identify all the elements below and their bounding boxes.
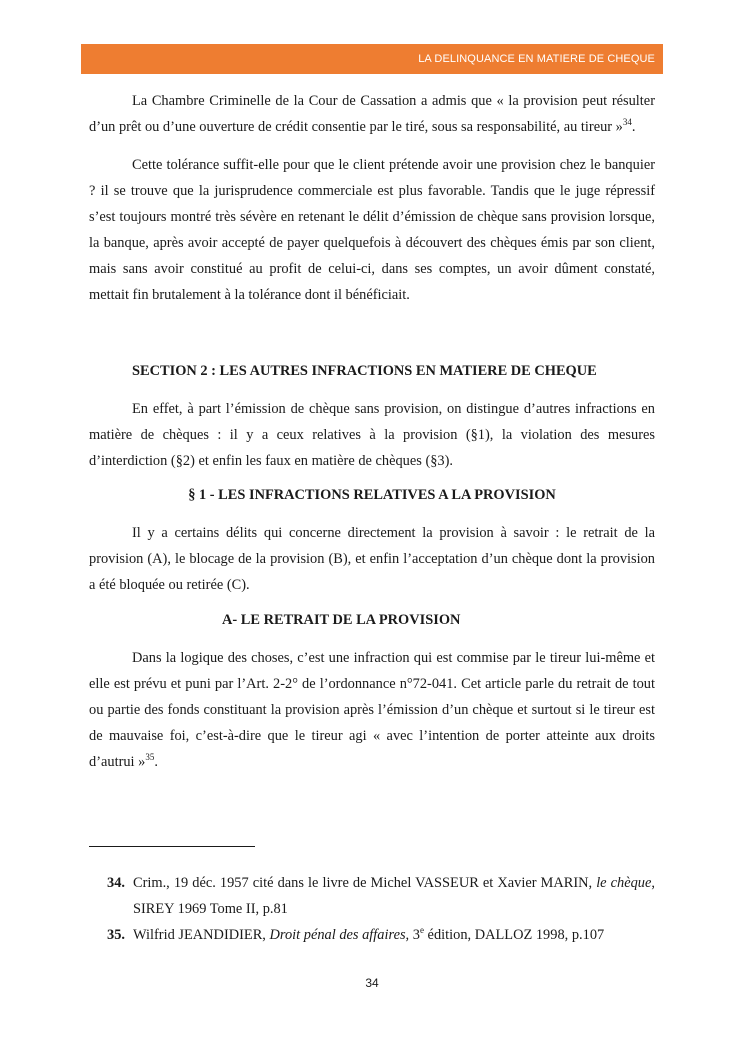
page-number: 34: [365, 976, 379, 990]
footnote-34-source: Crim., 19 déc. 1957 cité dans le livre de Michel VASSEUR et Xavier MARIN,: [133, 875, 597, 891]
footnote-number: 34.: [107, 875, 125, 891]
paragraph-5: [89, 645, 655, 775]
footnote-35: [107, 922, 655, 948]
footnotes: [107, 870, 655, 948]
paragraph-5-end: .: [154, 754, 158, 770]
paragraph-5-text: Dans la logique des choses, c’est une infraction qui est commise par le tireur lui-même et elle est prévu et puni par l’Art. 2-2° de l’ordonnance n°72-041. Cet article parle du retrait de tout ou partie des fonds constituant la provision après l’émission d’un chèque et surtout si le tireur est de mauvaise foi, c’est-à-dire que le tireur agi « avec l’intention de porter atteinte aux droits d’autrui »: [89, 650, 655, 770]
subsection-1-title: § 1 - LES INFRACTIONS RELATIVES A LA PROVISION: [188, 487, 556, 503]
footnote-number: 35.: [107, 927, 125, 943]
paragraph-1-text: La Chambre Criminelle de la Cour de Cassation a admis que « la provision peut résulter d’un prêt ou d’une ouverture de crédit consentie par le tiré, sous sa responsabilité, au tireur »: [89, 93, 655, 135]
footnote-35-publisher: édition, DALLOZ 1998, p.107: [423, 927, 605, 943]
footnote-34: [107, 870, 655, 922]
running-header: [81, 44, 663, 74]
subsection-a-title: A- LE RETRAIT DE LA PROVISION: [222, 612, 461, 628]
footnote-ref-34[interactable]: 34: [622, 117, 632, 127]
footnote-35-author: Wilfrid JEANDIDIER,: [133, 927, 270, 943]
footnote-separator: [89, 846, 255, 847]
footnote-35-edition: 3: [409, 927, 420, 943]
header-title: LA DELINQUANCE EN MATIERE DE CHEQUE: [418, 53, 655, 65]
footnote-ref-35[interactable]: 35: [145, 752, 155, 762]
paragraph-4: Il y a certains délits qui concerne directement la provision à savoir : le retrait de la provision (A), le blocage de la provision (B), et enfin l’acceptation d’un chèque dont la provision a été bloquée ou retirée (C).: [89, 525, 655, 593]
footnote-text: [133, 922, 655, 948]
footnote-text: [133, 870, 655, 922]
paragraph-1-end: .: [631, 119, 636, 135]
paragraph-3: En effet, à part l’émission de chèque sans provision, on distingue d’autres infractions en matière de chèques : il y a ceux relatives à la provision (§1), la violation des mesures d’interdiction (§2) et enfin les faux en matière de chèques (§3).: [89, 401, 655, 469]
paragraph-2: Cette tolérance suffit-elle pour que le client prétende avoir une provision chez le banquier ? il se trouve que la jurisprudence commerciale est plus favorable. Tandis que le juge répressif s’est toujours montré très sévère en retenant le délit d’émission de chèque sans provision lorsque, la banque, après avoir accepté de payer quelquefois à découvert des chèques émis par son client, mais sans avoir constitué au profit de celui-ci, dans ses comptes, un avoir dûment constaté, mettait fin brutalement à la tolérance dont il bénéficiait.: [89, 157, 655, 303]
footnote-35-edition-sup: e: [419, 925, 424, 935]
footnote-34-book-title: le chèque: [596, 875, 652, 891]
main-content: [89, 88, 655, 775]
footnote-35-book-title: Droit pénal des affaires,: [269, 927, 410, 943]
section-2-title: SECTION 2 : LES AUTRES INFRACTIONS EN MATIERE DE CHEQUE: [132, 363, 597, 379]
footnote-34-publisher: , SIREY 1969 Tome II, p.81: [133, 875, 655, 917]
paragraph-1: [89, 88, 655, 140]
